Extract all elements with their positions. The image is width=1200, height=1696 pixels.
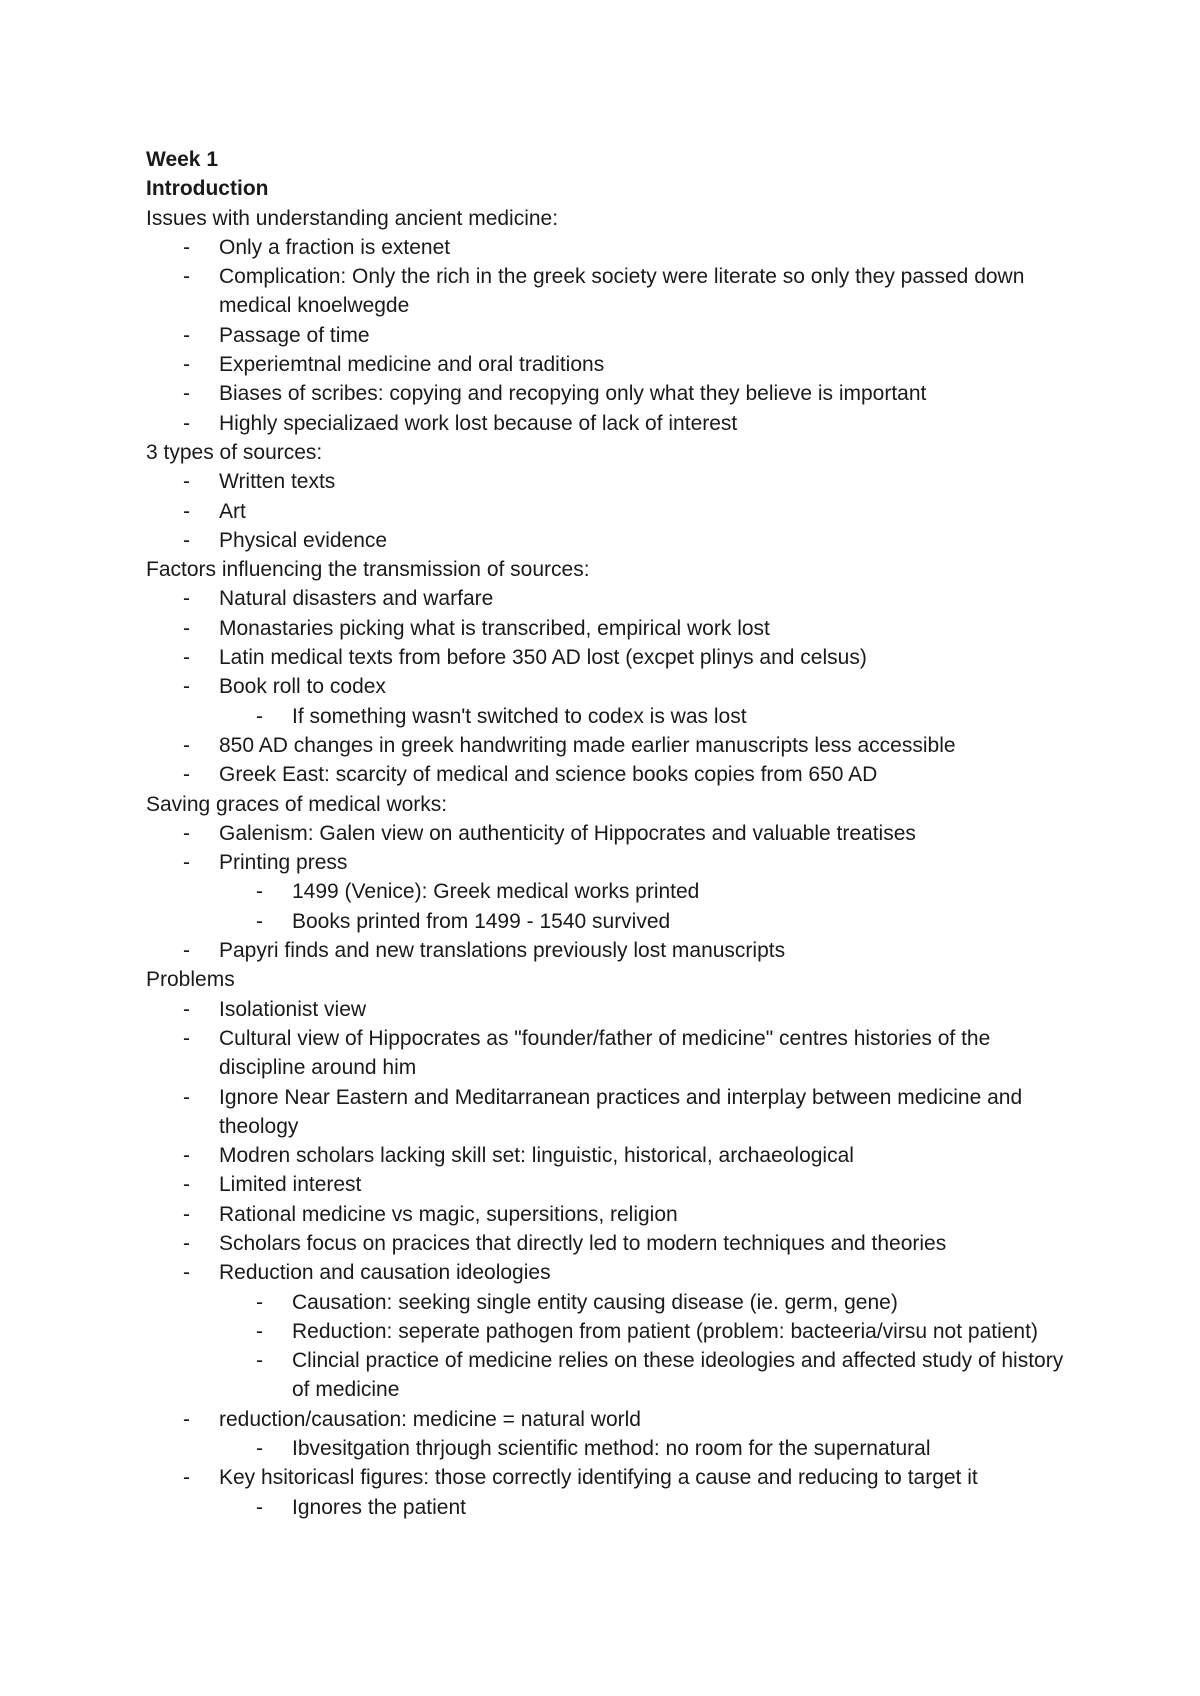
bullet-dash: - bbox=[183, 323, 190, 347]
bullet-item bbox=[146, 497, 1066, 526]
bullet-item bbox=[146, 1463, 1066, 1492]
line-text: 1499 (Venice): Greek medical works printed bbox=[292, 880, 700, 904]
heading bbox=[146, 145, 1066, 174]
line-text: Complication: Only the rich in the greek society were literate so only they passed down medical knoelwegde bbox=[219, 265, 1025, 318]
bullet-item bbox=[146, 350, 1066, 379]
bullet-dash: - bbox=[183, 587, 190, 611]
bullet-dash: - bbox=[256, 1349, 263, 1373]
line-text: 3 types of sources: bbox=[146, 440, 323, 464]
bullet-item bbox=[146, 614, 1066, 643]
section-label bbox=[146, 555, 1066, 584]
bullet-dash: - bbox=[256, 1319, 263, 1343]
bullet-dash: - bbox=[183, 733, 190, 757]
line-text: Scholars focus on pracices that directly led to modern techniques and theories bbox=[219, 1231, 947, 1255]
bullet-item bbox=[146, 584, 1066, 613]
line-text: Reduction and causation ideologies bbox=[219, 1261, 551, 1285]
line-text: Ignore Near Eastern and Meditarranean practices and interplay between medicine and theology bbox=[219, 1085, 1023, 1138]
line-text: Galenism: Galen view on authenticity of Hippocrates and valuable treatises bbox=[219, 821, 916, 845]
line-text: Week 1 bbox=[146, 148, 218, 171]
bullet-item bbox=[146, 526, 1066, 555]
sub-bullet-item bbox=[146, 877, 1066, 906]
bullet-item bbox=[146, 262, 1066, 321]
line-text: Causation: seeking single entity causing disease (ie. germ, gene) bbox=[292, 1290, 898, 1314]
bullet-item bbox=[146, 731, 1066, 760]
line-text: Only a fraction is extenet bbox=[219, 235, 451, 259]
bullet-item bbox=[146, 233, 1066, 262]
line-text: Highly specializaed work lost because of lack of interest bbox=[219, 411, 738, 435]
line-text: Limited interest bbox=[219, 1173, 362, 1197]
sub-bullet-item bbox=[146, 1317, 1066, 1346]
bullet-item bbox=[146, 1405, 1066, 1434]
bullet-item bbox=[146, 1024, 1066, 1083]
line-text: Papyri finds and new translations previously lost manuscripts bbox=[219, 939, 786, 963]
sub-bullet-item bbox=[146, 702, 1066, 731]
line-text: Ibvesitgation thrjough scientific method: no room for the supernatural bbox=[292, 1437, 931, 1461]
bullet-dash: - bbox=[183, 997, 190, 1021]
line-text: reduction/causation: medicine = natural world bbox=[219, 1407, 641, 1431]
bullet-item bbox=[146, 1083, 1066, 1142]
bullet-dash: - bbox=[183, 1231, 190, 1255]
bullet-dash: - bbox=[183, 353, 190, 377]
line-text: Issues with understanding ancient medicine: bbox=[146, 206, 559, 230]
bullet-dash: - bbox=[183, 1085, 190, 1109]
line-text: Factors influencing the transmission of sources: bbox=[146, 558, 590, 582]
line-text: Ignores the patient bbox=[292, 1495, 466, 1519]
line-text: Natural disasters and warfare bbox=[219, 587, 494, 611]
line-text: Greek East: scarcity of medical and science books copies from 650 AD bbox=[219, 763, 878, 787]
bullet-dash: - bbox=[183, 616, 190, 640]
line-text: Introduction bbox=[146, 177, 269, 201]
line-text: Reduction: seperate pathogen from patient (problem: bacteeria/virsu not patient) bbox=[292, 1319, 1038, 1343]
sub-bullet-item bbox=[146, 1346, 1066, 1405]
line-text: Book roll to codex bbox=[219, 675, 386, 699]
bullet-item bbox=[146, 1258, 1066, 1287]
section-label bbox=[146, 965, 1066, 994]
line-text: Modren scholars lacking skill set: linguistic, historical, archaeological bbox=[219, 1144, 854, 1168]
section-label bbox=[146, 790, 1066, 819]
bullet-dash: - bbox=[183, 1026, 190, 1050]
bullet-dash: - bbox=[256, 1290, 263, 1314]
sub-bullet-item bbox=[146, 907, 1066, 936]
line-text: Biases of scribes: copying and recopying only what they believe is important bbox=[219, 382, 927, 406]
section-label bbox=[146, 438, 1066, 467]
bullet-dash: - bbox=[183, 939, 190, 963]
sub-bullet-item bbox=[146, 1434, 1066, 1463]
bullet-dash: - bbox=[183, 646, 190, 670]
bullet-dash: - bbox=[256, 880, 263, 904]
line-text: Books printed from 1499 - 1540 survived bbox=[292, 909, 671, 933]
line-text: Cultural view of Hippocrates as "founder/father of medicine" centres histories of the discipline around him bbox=[219, 1026, 991, 1080]
line-text: Experiemtnal medicine and oral traditions bbox=[219, 353, 605, 377]
line-text: Monastaries picking what is transcribed, empirical work lost bbox=[219, 616, 770, 640]
bullet-dash: - bbox=[183, 382, 190, 406]
line-text: Printing press bbox=[219, 851, 348, 875]
bullet-item bbox=[146, 1229, 1066, 1258]
heading bbox=[146, 174, 1066, 203]
bullet-item bbox=[146, 1170, 1066, 1199]
line-text: Rational medicine vs magic, supersitions, religion bbox=[219, 1202, 678, 1226]
bullet-item bbox=[146, 1141, 1066, 1170]
line-text: Passage of time bbox=[219, 323, 370, 347]
line-text: Clincial practice of medicine relies on these ideologies and affected study of history of medicine bbox=[292, 1349, 1064, 1402]
bullet-item bbox=[146, 760, 1066, 789]
bullet-dash: - bbox=[183, 763, 190, 787]
bullet-item bbox=[146, 936, 1066, 965]
bullet-dash: - bbox=[183, 1261, 190, 1285]
bullet-item bbox=[146, 819, 1066, 848]
bullet-dash: - bbox=[183, 851, 190, 875]
line-text: Physical evidence bbox=[219, 528, 388, 552]
line-text: Art bbox=[219, 499, 246, 523]
bullet-item bbox=[146, 409, 1066, 438]
bullet-item bbox=[146, 1200, 1066, 1229]
line-text: Key hsitoricasl figures: those correctly identifying a cause and reducing to target it bbox=[219, 1466, 978, 1490]
bullet-dash: - bbox=[183, 528, 190, 552]
bullet-item bbox=[146, 321, 1066, 350]
bullet-item bbox=[146, 848, 1066, 877]
bullet-dash: - bbox=[183, 675, 190, 699]
line-text: Saving graces of medical works: bbox=[146, 792, 448, 816]
line-text: Written texts bbox=[219, 470, 336, 494]
document-body bbox=[146, 145, 1066, 1522]
bullet-dash: - bbox=[256, 909, 263, 933]
bullet-dash: - bbox=[183, 821, 190, 845]
bullet-item bbox=[146, 995, 1066, 1024]
bullet-dash: - bbox=[183, 1202, 190, 1226]
bullet-item bbox=[146, 379, 1066, 408]
line-text: Latin medical texts from before 350 AD lost (excpet plinys and celsus) bbox=[219, 646, 867, 670]
sub-bullet-item bbox=[146, 1288, 1066, 1317]
bullet-dash: - bbox=[183, 1173, 190, 1197]
sub-bullet-item bbox=[146, 1493, 1066, 1522]
bullet-dash: - bbox=[183, 499, 190, 523]
bullet-dash: - bbox=[183, 470, 190, 494]
bullet-item bbox=[146, 672, 1066, 701]
bullet-dash: - bbox=[183, 1407, 190, 1431]
line-text: Isolationist view bbox=[219, 997, 367, 1021]
line-text: If something wasn't switched to codex is was lost bbox=[292, 704, 747, 728]
bullet-dash: - bbox=[256, 1495, 263, 1519]
bullet-item bbox=[146, 467, 1066, 496]
bullet-dash: - bbox=[256, 1437, 263, 1461]
bullet-item bbox=[146, 643, 1066, 672]
section-label bbox=[146, 204, 1066, 233]
bullet-dash: - bbox=[256, 704, 263, 728]
line-text: 850 AD changes in greek handwriting made earlier manuscripts less accessible bbox=[219, 733, 956, 757]
bullet-dash: - bbox=[183, 265, 190, 289]
bullet-dash: - bbox=[183, 1466, 190, 1490]
bullet-dash: - bbox=[183, 411, 190, 435]
bullet-dash: - bbox=[183, 1144, 190, 1168]
bullet-dash: - bbox=[183, 235, 190, 259]
line-text: Problems bbox=[146, 968, 235, 992]
